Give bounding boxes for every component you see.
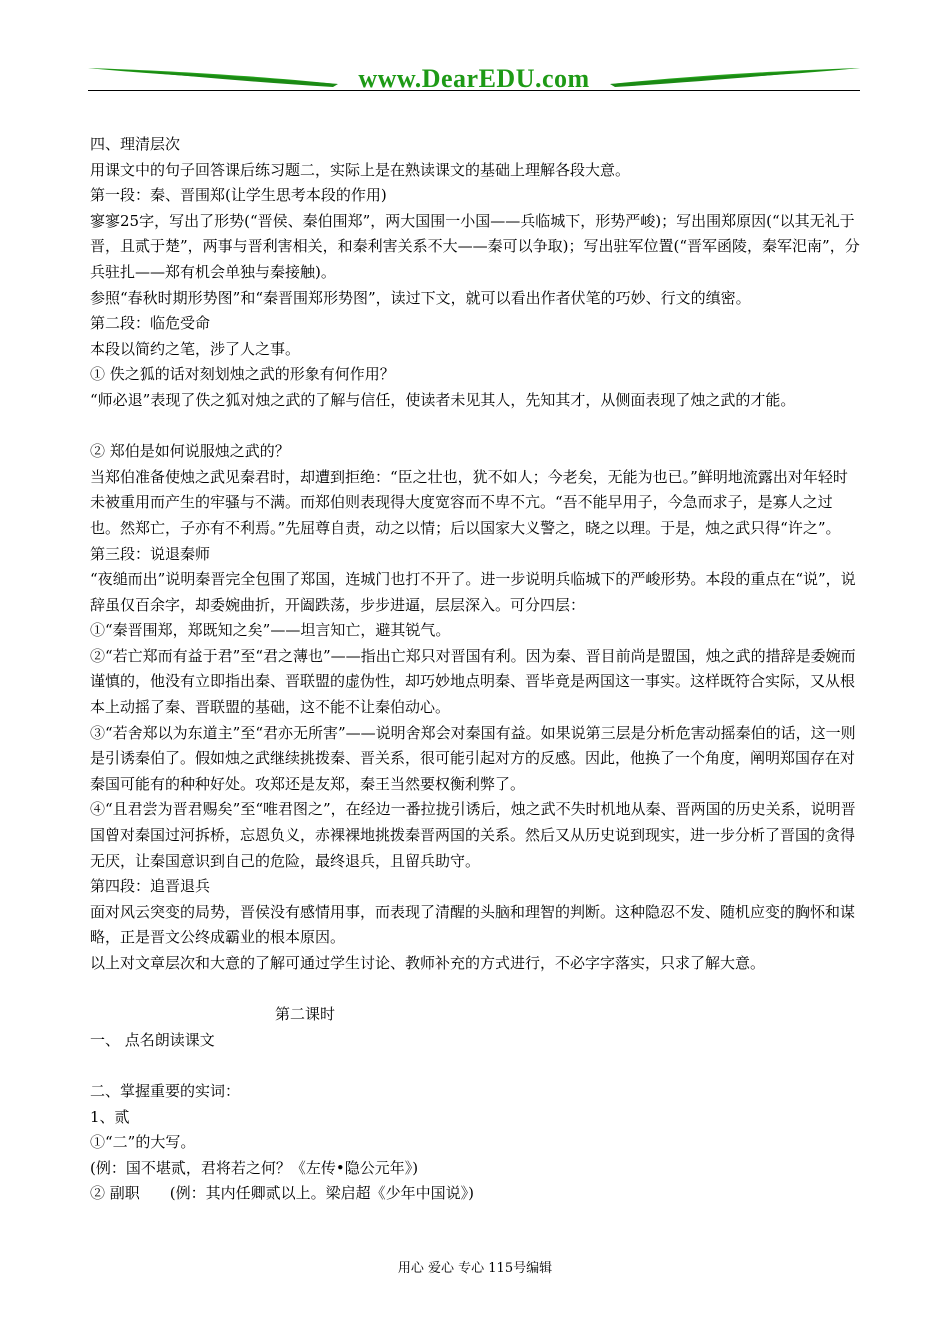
site-logo: www.DearEDU.com	[358, 64, 590, 93]
question: ② 郑伯是如何说服烛之武的？	[90, 442, 290, 461]
paragraph: “夜缒而出”说明秦晋完全包围了郑国，连城门也打不开了。进一步说明兵临城下的严峻形势。本段的重点在“说”，说辞虽仅百余字，却委婉曲折，开阖跌荡，步步进逼，层层深入。可分四层：	[90, 570, 856, 614]
paragraph-heading: 第三段：说退秦师	[90, 544, 211, 563]
list-item: ②“若亡郑而有益于君”至“君之薄也”——指出亡郑只对晋国有利。因为秦、晋目前尚是盟国，烛之武的措辞是委婉而谨慎的，他没有立即指出秦、晋联盟的虚伪性，却巧妙地点明秦、晋毕竟是两国这一事实。这样既符合实际，又从根本上动摇了秦、晋联盟的基础，这不能不让秦伯动心。	[90, 646, 856, 717]
list-item: ④“且君尝为晋君赐矣”至“唯君图之”，在经边一番拉拢引诱后，烛之武不失时机地从秦、晋两国的历史关系，说明晋国曾对秦国过河拆桥，忘恩负义，赤裸裸地挑拨秦晋两国的关系。然后又从历史说到现实，进一步分析了晋国的贪得无厌，让秦国意识到自己的危险，最终退兵，且留兵助守。	[90, 800, 856, 870]
list-item: ①“秦晋围郑，郑既知之矣”——坦言知亡，避其锐气。	[90, 621, 451, 640]
section-heading: 二、掌握重要的实词：	[90, 1081, 241, 1100]
paragraph: 寥寥25字，写出了形势(“晋侯、秦伯围郑”，两大国围一小国——兵临城下，形势严峻)；写出围郑原因(“以其无礼于晋，且贰于楚”，两事与晋利害相关，和秦利害关系不大——秦可以争取)；写出驻军位置(“晋军函陵，秦军汜南”，分兵驻扎——郑有机会单独与秦接触)。	[90, 211, 860, 281]
paragraph: 参照“春秋时期形势图”和“秦晋围郑形势图”，读过下文，就可以看出作者伏笔的巧妙、行文的缜密。	[90, 288, 751, 307]
example: (例：国不堪贰，君将若之何？《左传•隐公元年》)	[90, 1158, 419, 1177]
document-body	[90, 132, 862, 1207]
paragraph: “师必退”表现了佚之狐对烛之武的了解与信任，使读者未见其人，先知其才，从侧面表现了烛之武的才能。	[90, 390, 796, 409]
paragraph: 本段以简约之笔，涉了人之事。	[90, 339, 301, 358]
header-divider	[88, 90, 860, 91]
paragraph: 用课文中的句子回答课后练习题二，实际上是在熟读课文的基础上理解各段大意。	[90, 160, 631, 179]
paragraph: 当郑伯准备使烛之武见秦君时，却遭到拒绝：“臣之壮也，犹不如人；今老矣，无能为也已。”鲜明地流露出对年轻时未被重用而产生的牢骚与不满。而郑伯则表现得大度宽容而不卑不亢。“吾不能早用子，今急而求子，是寡人之过也。然郑亡，子亦有不利焉。”先屈尊自责，动之以情；后以国家大义警之，晓之以理。于是，烛之武只得“许之”。	[90, 467, 848, 537]
lesson-title: 第二课时	[275, 1005, 336, 1024]
paragraph: 以上对文章层次和大意的了解可通过学生讨论、教师补充的方式进行，不必字字落实，只求了解大意。	[90, 954, 766, 972]
paragraph-heading: 第一段：秦、晋围郑(让学生思考本段的作用)	[90, 186, 387, 205]
question: ① 佚之狐的话对刻划烛之武的形象有何作用？	[90, 365, 395, 384]
paragraph-heading: 第四段：追晋退兵	[90, 877, 211, 896]
section-heading: 一、 点名朗读课文	[90, 1030, 215, 1049]
paragraph: 面对风云突变的局势，晋侯没有感情用事，而表现了清醒的头脑和理智的判断。这种隐忍不发、随机应变的胸怀和谋略，正是晋文公终成霸业的根本原因。	[90, 902, 856, 947]
blank-line	[90, 1053, 862, 1079]
list-item: ③“若舍郑以为东道主”至“君亦无所害”——说明舍郑会对秦国有益。如果说第三层是分析危害动摇秦伯的话，这一则是引诱秦伯了。假如烛之武继续挑拨秦、晋关系，很可能引起对方的反感。因此，他换了一个角度，阐明郑国存在对秦国可能有的种种好处。攻郑还是友郑，秦王当然要权衡利弊了。	[90, 723, 856, 793]
list-item: 1、贰	[90, 1107, 130, 1126]
blank-line	[90, 977, 862, 1003]
page-footer: 用心 爱心 专心 115号编辑	[397, 1261, 553, 1276]
blank-line	[90, 414, 862, 440]
paragraph-heading: 第二段：临危受命	[90, 314, 211, 333]
list-item: ② 副职 (例：其内任卿贰以上。梁启超《少年中国说》)	[90, 1184, 474, 1203]
list-item: ①“二”的大写。	[90, 1133, 196, 1152]
section-heading: 四、理清层次	[90, 135, 181, 153]
